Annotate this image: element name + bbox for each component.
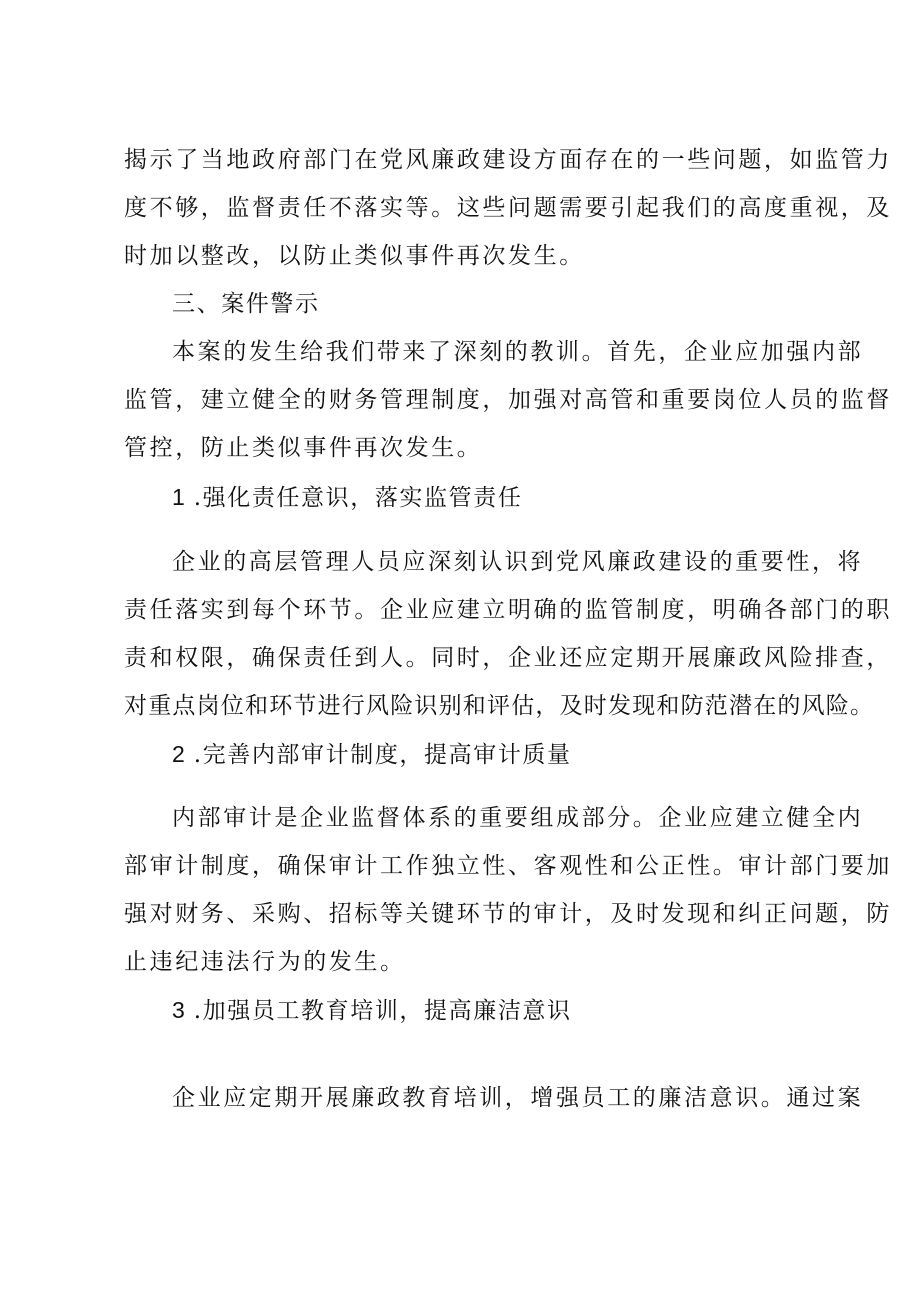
item-2-line-1: 内部审计是企业监督体系的重要组成部分。企业应建立健全内 [172, 805, 864, 831]
item-1-heading [172, 483, 522, 512]
item-2-line-3: 强对财务、采购、招标等关键环节的审计，及时发现和纠正问题，防 [124, 901, 892, 927]
item-2-number: 2 [172, 741, 185, 767]
item-1-title: .强化责任意识，落实监管责任 [193, 485, 523, 511]
item-1-line-1: 企业的高层管理人员应深刻认识到党风廉政建设的重要性，将 [172, 549, 864, 575]
item-3-line-1: 企业应定期开展廉政教育培训，增强员工的廉洁意识。通过案 [172, 1085, 864, 1111]
item-1-line-4: 对重点岗位和环节进行风险识别和评估，及时发现和防范潜在的风险。 [124, 693, 875, 719]
intro-line-3: 时加以整改，以防止类似事件再次发生。 [124, 243, 585, 269]
item-1-line-3: 责和权限，确保责任到人。同时，企业还应定期开展廉政风险排查， [124, 645, 892, 671]
intro-line-1: 揭示了当地政府部门在党风廉政建设方面存在的一些问题，如监管力 [124, 147, 892, 173]
item-3-title: .加强员工教育培训，提高廉洁意识 [193, 998, 572, 1024]
section-three-title: 三、案件警示 [172, 291, 320, 317]
item-2-line-4: 止违纪违法行为的发生。 [124, 949, 406, 975]
intro-line-2: 度不够，监督责任不落实等。这些问题需要引起我们的高度重视，及 [124, 195, 892, 221]
section-three-line-2: 监管，建立健全的财务管理制度，加强对高管和重要岗位人员的监督 [124, 387, 892, 413]
item-3-number: 3 [172, 997, 185, 1023]
item-2-heading [172, 740, 572, 769]
item-2-title: .完善内部审计制度，提高审计质量 [193, 742, 572, 768]
section-three-line-3: 管控，防止类似事件再次发生。 [124, 435, 483, 461]
item-1-line-2: 责任落实到每个环节。企业应建立明确的监管制度，明确各部门的职 [124, 597, 892, 623]
section-three-line-1: 本案的发生给我们带来了深刻的教训。首先，企业应加强内部 [172, 339, 864, 365]
item-1-number: 1 [172, 484, 185, 510]
item-2-line-2: 部审计制度，确保审计工作独立性、客观性和公正性。审计部门要加 [124, 853, 892, 879]
item-3-heading [172, 996, 572, 1025]
